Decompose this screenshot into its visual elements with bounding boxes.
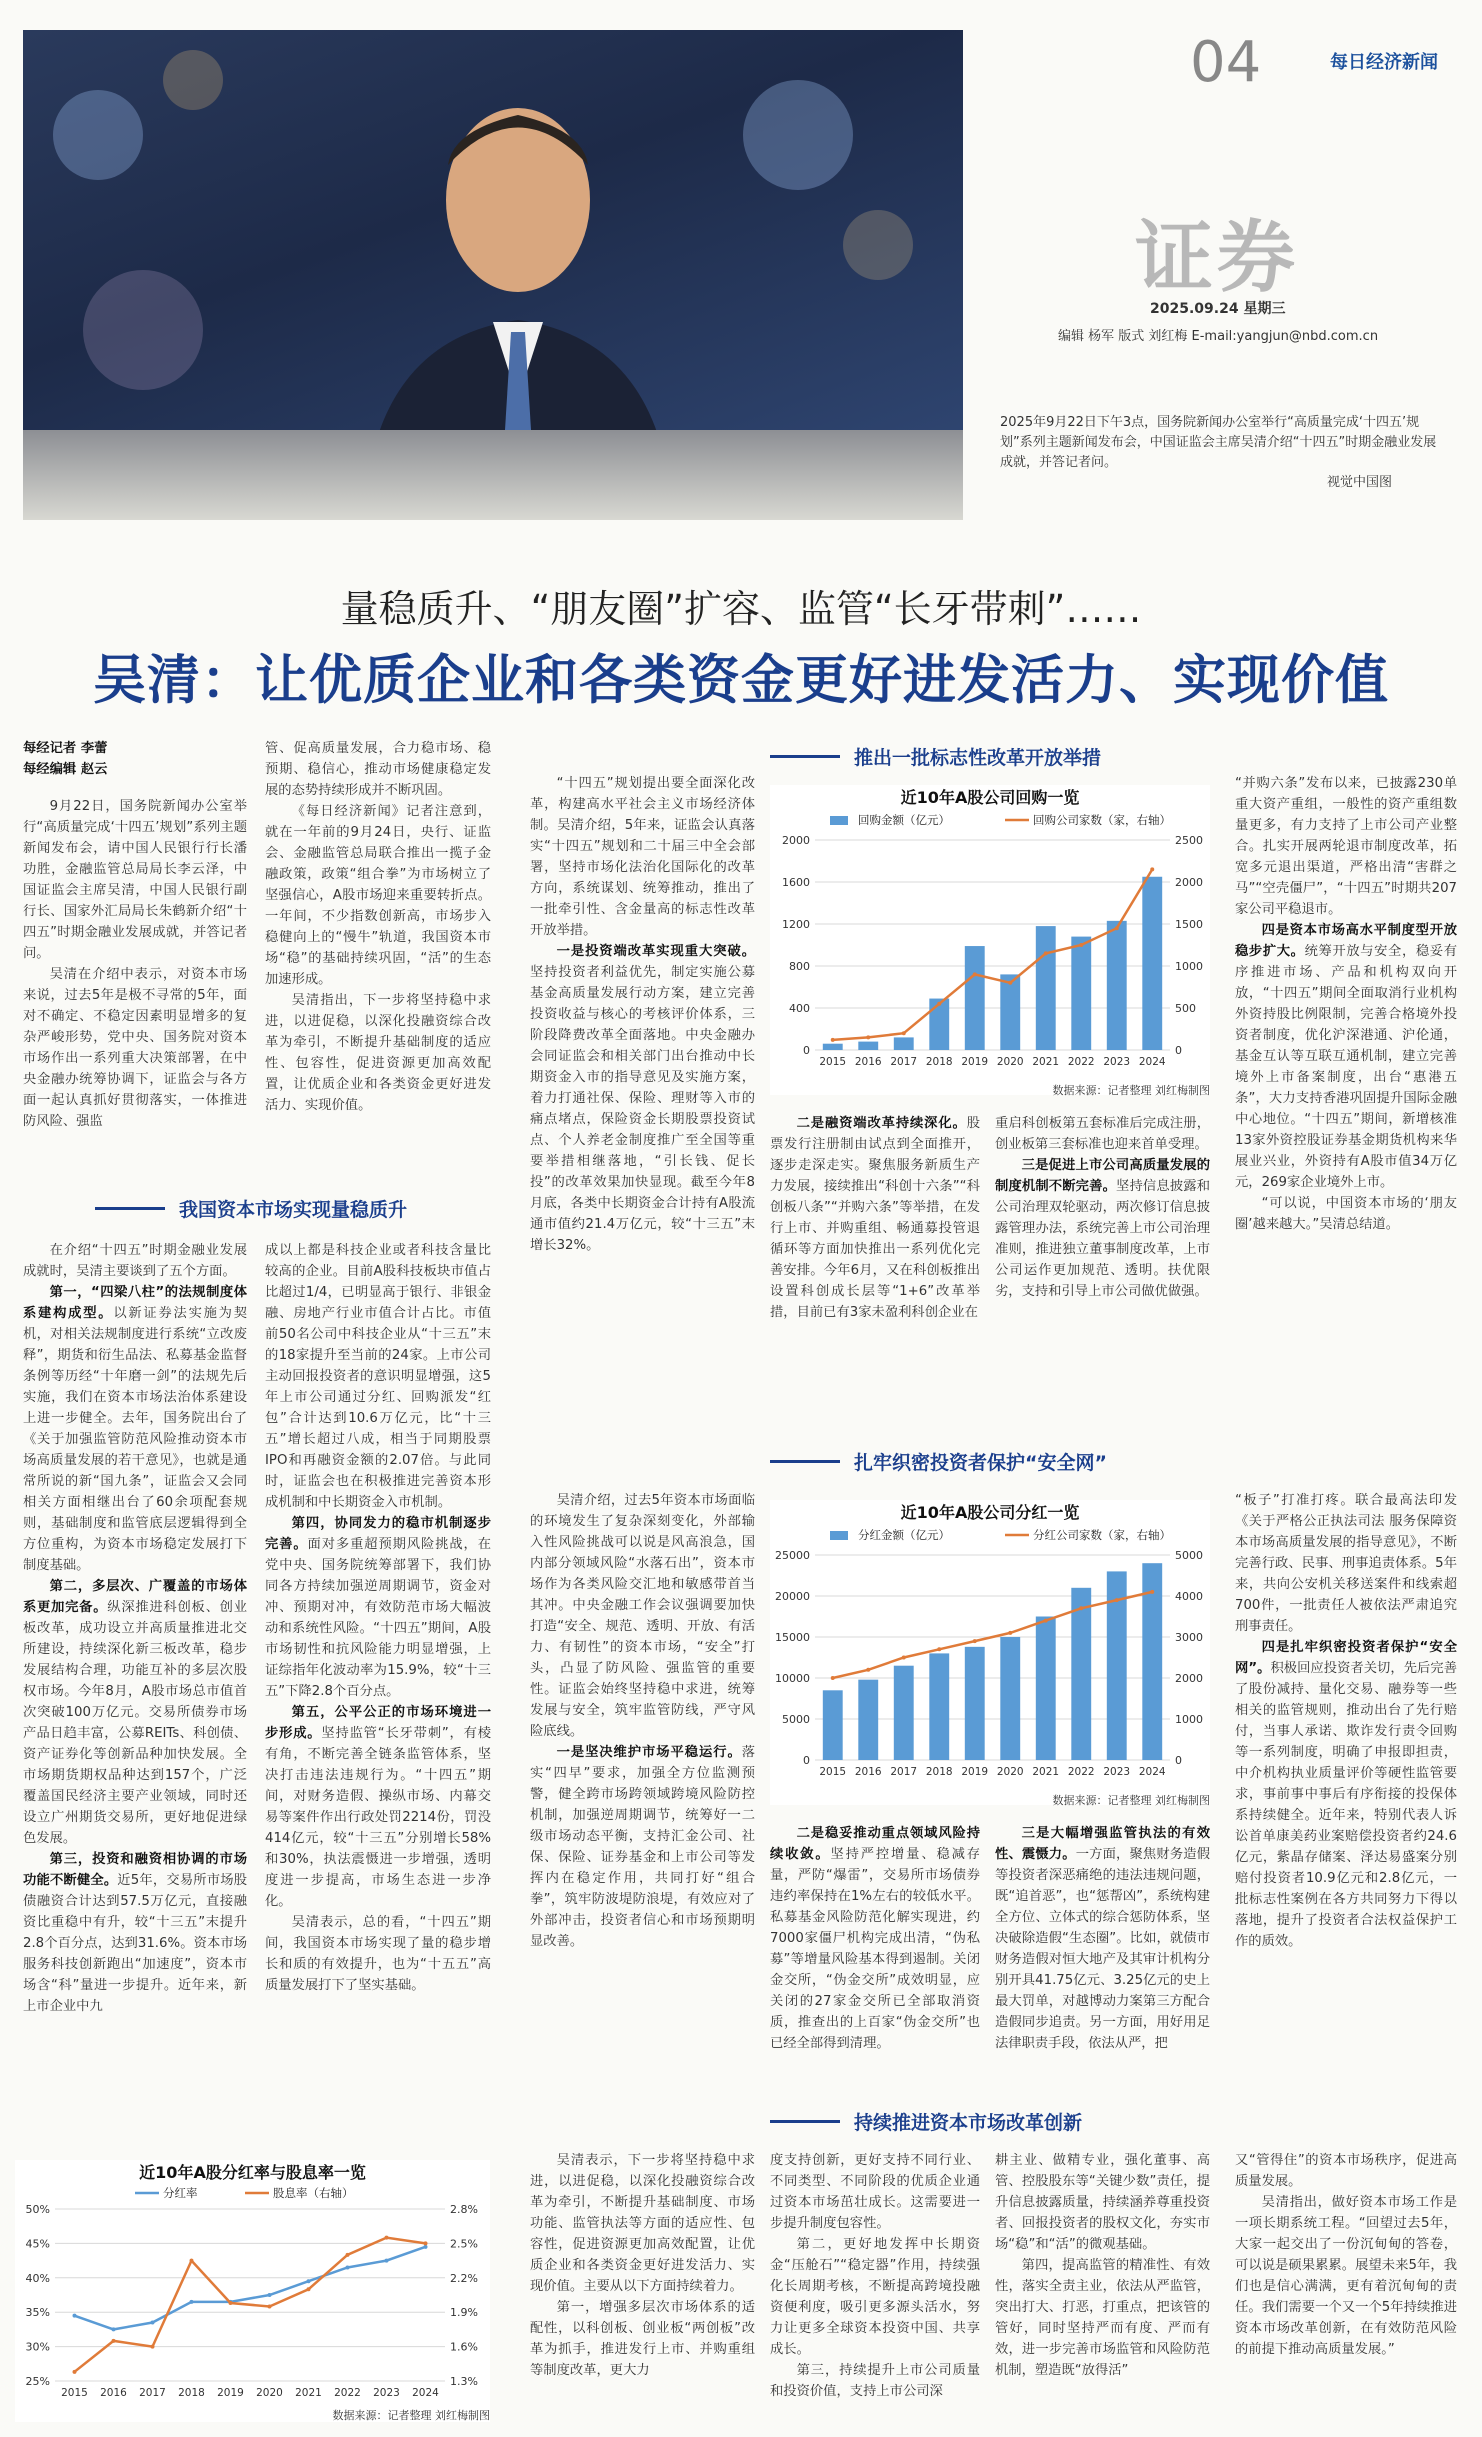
paragraph-lead: 第三，投资和融资相协调的市场功能不断健全。 [23, 1852, 247, 1888]
data-point [1150, 1590, 1154, 1594]
paragraph-body: 坚持监管“长牙带刺”，有棱有角，不断完善全链条监管体系，坚决打击违法违规行为。“十四五”期间，对财务造假、操纵市场、内幕交易等案件作出行政处罚2214份，罚没414亿元，较“十三五”分别增长58%和30%，执法震慑进一步增强，透明度进一步提高，市场生态进一步净化。 [265, 1726, 491, 1909]
byline-reporter: 每经记者 李蕾 [23, 741, 108, 756]
paragraph [265, 1702, 491, 1912]
y-left-tick-label: 800 [789, 960, 810, 973]
x-tick-label: 2017 [890, 1056, 918, 1068]
paragraph-body: 坚持投资者利益优先，制定实施公募基金高质量发展行动方案，建立完善投资收益与核心的考核评价体系，三阶段降费改革全面落地。中央金融办会同证监会和相关部门出台推动中长期资金入市的指导意见及实施方案，着力打通社保、保险、理财等入市的痛点堵点，保险资金长期股票投资试点、个人养老金制度推广至全国等重要举措相继落地，“引长钱、促长投”的改革效果加快显现。截至今年8月底，各类中长期资金合计持有A股流通市值约21.4万亿元，较“十三五”末增长32%。 [530, 965, 755, 1253]
y-right-tick-label: 2.2% [450, 2271, 478, 2285]
data-point [866, 1668, 870, 1672]
paragraph-lead: 一是投资端改革实现重大突破。 [556, 944, 755, 959]
y-right-tick-label: 0 [1175, 1044, 1182, 1057]
paragraph [530, 1742, 755, 1952]
x-tick-label: 2016 [854, 1766, 882, 1778]
x-tick-label: 2024 [1138, 1766, 1166, 1778]
paragraph: 成以上都是科技企业或者科技含量比较高的企业。目前A股科技板块市值占比超过1/4，已明显高于银行、非银金融、房地产行业市值合计占比。市值前50名公司中科技企业从“十三五”末的18家提升至当前的24家。上市公司主动回报投资者的意识明显增强，这5年上市公司通过分红、回购派发“红包”合计达到10.6万亿元，比“十三五”增长超过八成，相当于同期股票IPO和再融资金额的2.07倍。与此同时，证监会也在积极推进完善资本形成机制和中长期资金入市机制。 [265, 1243, 491, 1510]
editor-credits: 编辑 杨军 版式 刘红梅 E-mail:yangjun@nbd.com.cn [1058, 329, 1379, 344]
data-point [1008, 1631, 1012, 1635]
bar [823, 1690, 843, 1760]
y-left-tick-label: 15000 [775, 1631, 810, 1644]
y-right-tick-label: 1000 [1175, 1713, 1203, 1726]
y-left-tick-label: 50% [25, 2203, 50, 2216]
column-10-bottom [1235, 2150, 1457, 2420]
x-tick-label: 2016 [854, 1056, 882, 1068]
x-tick-label: 2021 [1032, 1056, 1060, 1068]
data-point [937, 1647, 941, 1651]
x-tick-label: 2024 [1138, 1056, 1166, 1068]
photo-source: 视觉中国图 [1326, 475, 1392, 490]
data-point [346, 2265, 350, 2269]
bar [1142, 877, 1162, 1050]
paragraph [770, 1113, 980, 1323]
bar [894, 1666, 914, 1760]
legend-label: 回购公司家数（家，右轴） [1033, 813, 1171, 827]
data-point [1115, 1598, 1119, 1602]
y-left-tick-label: 25% [25, 2375, 50, 2388]
page-number: 04 [1190, 30, 1262, 95]
y-left-tick-label: 0 [803, 1754, 810, 1767]
bar [1000, 974, 1020, 1050]
y-right-tick-label: 1.3% [450, 2375, 478, 2388]
y-left-tick-label: 0 [803, 1044, 810, 1057]
x-tick-label: 2021 [1032, 1766, 1060, 1778]
data-point [307, 2287, 311, 2291]
x-tick-label: 2015 [61, 2387, 88, 2399]
paragraph: 吴清表示，下一步将坚持稳中求进，以进促稳，以深化投融资综合改革为牵引，不断提升基础制度、市场功能、监管执法等方面的适应性、包容性，促进资源更加高效配置，让优质企业和各类资金更好进发活力、实现价值。主要从以下方面持续着力。 [530, 2153, 755, 2294]
paragraph [23, 1849, 247, 2017]
x-tick-label: 2021 [295, 2387, 322, 2399]
column-8-bottom [770, 2150, 980, 2420]
section-heading-3 [770, 1448, 1107, 1475]
y-left-tick-label: 20000 [775, 1590, 810, 1603]
paragraph [265, 1513, 491, 1702]
data-point [973, 1639, 977, 1643]
section-heading-2 [770, 743, 1101, 770]
paragraph: 在介绍“十四五”时期金融业发展成就时，吴清主要谈到了五个方面。 [23, 1243, 247, 1279]
y-left-tick-label: 400 [789, 1002, 810, 1015]
section-title: 证券 [1135, 213, 1300, 303]
heading-text: 持续推进资本市场改革创新 [854, 2112, 1083, 2134]
column-5-mid [995, 1823, 1210, 2093]
y-left-tick-label: 35% [25, 2306, 50, 2320]
data-point [902, 1031, 906, 1035]
data-point [866, 1035, 870, 1039]
chart-source: 数据来源：记者整理 刘红梅制图 [1052, 1084, 1210, 1097]
y-right-tick-label: 1000 [1175, 960, 1203, 973]
data-point [1044, 951, 1048, 955]
x-tick-label: 2019 [961, 1056, 989, 1068]
heading-text: 我国资本市场实现量稳质升 [179, 1199, 408, 1221]
heading-rule [770, 1460, 840, 1463]
data-point [268, 2293, 272, 2297]
data-point [73, 2370, 77, 2374]
article-headline: 吴清：让优质企业和各类资金更好进发活力、实现价值 [93, 650, 1389, 711]
paragraph-body: 面对多重超预期风险挑战，在党中央、国务院统筹部署下，我们协同各方持续加强逆周期调节，资金对冲、预期对冲，有效防范市场大幅波动和系统性风险。“十四五”期间，A股市场韧性和抗风险能力明显增强，上证综指年化波动率为15.9%，较“十三五”下降2.8个百分点。 [265, 1537, 491, 1699]
data-point [112, 2327, 116, 2331]
bar [894, 1037, 914, 1050]
data-point [973, 972, 977, 976]
paragraph [530, 941, 755, 1256]
paragraph-body: 股票发行注册制由试点到全面推开，逐步走深走实。聚焦服务新质生产力发展，接续推出“科创十六条”“科创板八条”“并购六条”等举措，在发行上市、并购重组、畅通募投管退循环等方面加快推出一系列优化完善安排。今年6月，又在科创板推出设置科创成长层等“1+6”改革举措，目前已有3家未盈利科创企业在 [770, 1116, 980, 1320]
data-point [1079, 943, 1083, 947]
data-point [831, 1038, 835, 1042]
y-right-tick-label: 4000 [1175, 1590, 1203, 1603]
bar [823, 1044, 843, 1050]
paragraph [995, 1823, 1210, 2054]
x-tick-label: 2023 [1103, 1766, 1131, 1778]
column-3-top [530, 773, 755, 1433]
chart-title: 近10年A股公司分红一览 [900, 1503, 1080, 1522]
data-point [112, 2339, 116, 2343]
column-7-bottom [530, 2150, 755, 2420]
paragraph: 又“管得住”的资本市场秩序，促进高质量发展。 [1235, 2153, 1457, 2189]
y-left-tick-label: 10000 [775, 1672, 810, 1685]
chart-source: 数据来源：记者整理 刘红梅制图 [1052, 1794, 1210, 1807]
x-tick-label: 2017 [890, 1766, 918, 1778]
paragraph: “并购六条”发布以来，已披露230单重大资产重组，一般性的资产重组数量更多，有力支持了上市公司产业整合。扎实开展两轮退市制度改革，拓宽多元退出渠道，严格出清“害群之马”“空壳僵尸”，“十四五”时期共207家公司平稳退市。 [1235, 776, 1457, 917]
y-left-tick-label: 30% [25, 2340, 50, 2354]
column-6-top [1235, 773, 1457, 1433]
series-line [75, 2238, 426, 2372]
paragraph: 9月22日，国务院新闻办公室举行“高质量完成‘十四五’规划”系列主题新闻发布会，请中国人民银行行长潘功胜，金融监管总局局长李云泽，中国证监会主席吴清，中国人民银行副行长、国家外汇局局长朱鹤新介绍“十四五”时期金融业发展成就，并答记者问。 [23, 799, 247, 961]
paragraph-body: 一方面，聚焦财务造假等投资者深恶痛绝的违法违规问题，既“追首恶”，也“惩帮凶”，系统构建全方位、立体式的综合惩防体系，坚决破除造假“生态圈”。比如，就债市财务造假对恒大地产及其审计机构分别开具41.75亿元、3.25亿元的史上最大罚单，对越博动力案第三方配合造假同步追责。另一方面，用好用足法律职责手段，依法从严，把 [995, 1847, 1210, 2051]
paragraph-lead: 第一，“四梁八柱”的法规制度体系建构成型。 [23, 1285, 247, 1321]
section-heading-4 [770, 2108, 1082, 2135]
bar [1071, 937, 1091, 1050]
data-point [151, 2321, 155, 2325]
paragraph [995, 1155, 1210, 1302]
chart-source: 数据来源：记者整理 刘红梅制图 [332, 2409, 490, 2422]
bar [929, 999, 949, 1050]
bar [1107, 921, 1127, 1050]
chart-dividend [770, 1500, 1210, 1805]
x-tick-label: 2020 [996, 1056, 1024, 1068]
legend-label: 股息率（右轴） [273, 2186, 354, 2200]
series-line [75, 2247, 426, 2330]
y-right-tick-label: 1500 [1175, 918, 1203, 931]
y-right-tick-label: 2000 [1175, 1672, 1203, 1685]
y-right-tick-label: 2.5% [450, 2237, 478, 2251]
paragraph-body: 以新证券法实施为契机，对相关法规制度进行系统“立改废释”，期货和衍生品法、私募基金监督条例等历经“十年磨一剑”的法规先后实施，我们在资本市场法治体系建设上进一步健全。去年，国务院出台了《关于加强监管防范风险推动资本市场高质量发展的若干意见》，也就是通常所说的新“国九条”，证监会又会同相关方面相继出台了60余项配套规则，基础制度和监管底层逻辑得到全方位重构，为资本市场稳定发展打下制度基础。 [23, 1306, 247, 1573]
paragraph-body: 积极回应投资者关切，先后完善了股份减持、量化交易、融券等一些相关的监管规则，推动出台了先行赔付，当事人承诺、欺诈发行责令回购等一系列制度，明确了申报即担责，中介机构执业质量评价等硬性监管要求，事前事中事后有序衔接的投保体系持续健全。近年来，特别代表人诉讼首单康美药业案赔偿投资者约24.6亿元，紫晶存储案、泽达易盛案分别赔付投资者10.9亿元和2.8亿元，一批标志性案例在各方共同努力下得以落地，提升了投资者合法权益保护工作的质效。 [1235, 1661, 1457, 1949]
data-point [190, 2259, 194, 2263]
chart-buyback [770, 785, 1210, 1095]
paragraph-body: 纵深推进科创板、创业板改革，成功设立并高质量推进北交所建设，持续深化新三板改革，稳步发展结构合理，功能互补的多层次股权市场。今年8月，A股市场总市值首次突破100万亿元。交易所债券市场产品日趋丰富，公募REITs、科创债、资产证券化等创新品种加快发展。全市场期货期权品种达到157个，广泛覆盖国民经济主要产业领域，同时还设立广州期货交易所，更好地促进绿色发展。 [23, 1600, 247, 1846]
data-point [307, 2279, 311, 2283]
legend-swatch-bar [830, 1531, 848, 1540]
column-2-top [265, 738, 491, 1178]
paragraph: “十四五”规划提出要全面深化改革，构建高水平社会主义市场经济体制。吴清介绍，5年来，证监会认真落实“十四五”规划和二十届三中全会部署，坚持市场化法治化国际化的改革方向，系统谋划、统筹推动，推出了一批牵引性、含金量高的标志性改革开放举措。 [530, 776, 755, 938]
chart-buyback-plot [770, 808, 1210, 1078]
data-point [424, 2241, 428, 2245]
photo-caption [1000, 413, 1440, 493]
article-subhead: 量稳质升、“朋友圈”扩容、监管“长牙带刺”…… [340, 587, 1142, 631]
x-tick-label: 2022 [1067, 1766, 1095, 1778]
paragraph: 《每日经济新闻》记者注意到，就在一年前的9月24日，央行、证监会、金融监管总局联合推出一揽子金融政策，政策“组合拳”为市场树立了坚强信心，A股市场迎来重要转折点。一年间，不少指数创新高，市场步入稳健向上的“慢牛”轨道，我国资本市场“稳”的基础持续巩固，“活”的生态加速形成。 [265, 804, 491, 987]
legend-label: 分红公司家数（家，右轴） [1033, 1528, 1171, 1542]
paragraph-body: 统筹开放与安全，稳妥有序推进市场、产品和机构双向开放，“十四五”期间全面取消行业机构外资持股比例限制，完善合格境外投资者制度，优化沪深港通、沪伦通，基金互认等互联互通机制，建立完善境外上市备案制度，出台“惠港五条”，大力支持香港巩固提升国际金融中心地位。“十四五”期间，新增核准13家外资控股证券基金期货机构来华展业兴业，外资持有A股市值34万亿元，269家企业境外上市。 [1235, 944, 1457, 1190]
x-tick-label: 2022 [334, 2387, 361, 2399]
column-4-top [770, 1113, 980, 1433]
paragraph-lead: 二是稳妥推动重点领域风险持续收敛。 [770, 1826, 980, 1862]
bar [929, 1653, 949, 1760]
section-heading-1 [95, 1195, 407, 1222]
bar [965, 946, 985, 1050]
data-point [346, 2253, 350, 2257]
y-left-tick-label: 2000 [782, 834, 810, 847]
y-left-tick-label: 1600 [782, 876, 810, 889]
paragraph: 度支持创新，更好支持不同行业、不同类型、不同阶段的优质企业通过资本市场茁壮成长。这需要进一步提升制度包容性。 [770, 2153, 980, 2231]
paragraph-lead: 第四，协同发力的稳市机制逐步完善。 [265, 1516, 491, 1552]
byline-editor: 每经编辑 赵云 [23, 762, 108, 777]
y-right-tick-label: 3000 [1175, 1631, 1203, 1644]
heading-rule [770, 2120, 840, 2123]
paragraph-body: 坚持严控增量、稳减存量，严防“爆雷”，交易所市场债券违约率保持在1%左右的较低水平。私募基金风险防范化解实现进，约7000家僵尸机构完成出清，“伪私募”等增量风险基本得到遏制。关闭金交所，“伪金交所”成效明显，应关闭的27家金交所已全部取消资质，推查出的上百家“伪金交所”也已经全部得到清理。 [770, 1847, 980, 2051]
press-conference-photo [23, 30, 963, 520]
chart-title: 近10年A股公司回购一览 [900, 788, 1080, 807]
bar [858, 1680, 878, 1760]
paragraph: 第三，持续提升上市公司质量和投资价值，支持上市公司深 [770, 2363, 980, 2399]
column-5-top [995, 1113, 1210, 1433]
y-right-tick-label: 1.9% [450, 2306, 478, 2320]
bar [1036, 1617, 1056, 1761]
x-tick-label: 2019 [217, 2387, 244, 2399]
data-point [1150, 867, 1154, 871]
paragraph-lead: 四是资本市场高水平制度型开放稳步扩大。 [1235, 923, 1457, 959]
x-tick-label: 2015 [819, 1766, 847, 1778]
y-left-tick-label: 25000 [775, 1549, 810, 1562]
y-left-tick-label: 5000 [782, 1713, 810, 1726]
issue-date: 2025.09.24 星期三 [1150, 301, 1286, 317]
column-4-mid [770, 1823, 980, 2093]
data-point [385, 2259, 389, 2263]
x-tick-label: 2024 [412, 2387, 439, 2399]
paragraph: 吴清指出，下一步将坚持稳中求进，以进促稳，以深化投融资综合改革为牵引，不断提升基础制度的适应性、包容性，促进资源更加高效配置，让优质企业和各类资金更好进发活力、实现价值。 [265, 993, 491, 1113]
data-point [1008, 981, 1012, 985]
heading-rule [95, 1207, 165, 1210]
legend-label: 分红金额（亿元） [858, 1528, 950, 1542]
paragraph: 管、促高质量发展，合力稳市场、稳预期、稳信心，推动市场健康稳定发展的态势持续形成并不断巩固。 [265, 741, 491, 798]
y-right-tick-label: 2500 [1175, 834, 1203, 847]
column-9-bottom [995, 2150, 1210, 2420]
bar [965, 1647, 985, 1760]
bar [1000, 1637, 1020, 1760]
chart-dividend-ratio [15, 2160, 490, 2422]
chart-dividend-ratio-plot [15, 2183, 490, 2403]
paragraph: “板子”打准打疼。联合最高法印发《关于严格公正执法司法 服务保障资本市场高质量发展的指导意见》，不断完善行政、民事、刑事追责体系。5年来，共向公安机关移送案件和线索超700件，一批责任人被依法严肃追究刑事责任。 [1235, 1493, 1457, 1634]
column-2-mid [265, 1240, 491, 2155]
data-point [937, 1002, 941, 1006]
paragraph: 第二，更好地发挥中长期资金“压舱石”“稳定器”作用，持续强化长周期考核，不断提高跨境投融资便利度，吸引更多源头活水，努力让更多全球资本投资中国、共享成长。 [770, 2237, 980, 2357]
paragraph [1235, 920, 1457, 1193]
paragraph [23, 1576, 247, 1849]
heading-text: 扎牢织密投资者保护“安全网” [854, 1452, 1107, 1474]
x-tick-label: 2018 [178, 2387, 205, 2399]
paragraph-lead: 第五，公平公正的市场环境进一步形成。 [265, 1705, 491, 1741]
data-point [902, 1656, 906, 1660]
chart-title: 近10年A股分红率与股息率一览 [139, 2163, 366, 2182]
data-point [268, 2304, 272, 2308]
paragraph-lead: 一是坚决维护市场平稳运行。 [556, 1745, 742, 1760]
column-1-top [23, 738, 247, 1178]
paragraph: 吴清指出，做好资本市场工作是一项长期系统工程。“回望过去5年，大家一起交出了一份沉甸甸的答卷，可以说是硕果累累。展望未来5年，我们也是信心满满，更有着沉甸甸的责任。我们需要一个又一个5年持续推进资本市场改革创新，在有效防范风险的前提下推动高质量发展。” [1235, 2195, 1457, 2357]
paragraph: 重启科创板第五套标准后完成注册，创业板第三套标准也迎来首单受理。 [995, 1116, 1210, 1152]
x-tick-label: 2015 [819, 1056, 847, 1068]
y-right-tick-label: 5000 [1175, 1549, 1203, 1562]
paragraph-lead: 二是融资端改革持续深化。 [796, 1116, 967, 1131]
y-right-tick-label: 1.6% [450, 2340, 478, 2354]
paragraph: 吴清在介绍中表示，对资本市场来说，过去5年是极不寻常的5年，面对不确定、不稳定因素明显增多的复杂严峻形势，党中央、国务院对资本市场作出一系列重大决策部署，在中央金融办统筹协调下，证监会与各方面一起认真抓好贯彻落实，一体推进防风险、强监 [23, 967, 247, 1129]
data-point [831, 1676, 835, 1680]
y-left-tick-label: 1200 [782, 918, 810, 931]
chart-dividend-plot [770, 1523, 1210, 1788]
series-line [833, 1592, 1153, 1678]
caption-text: 2025年9月22日下午3点，国务院新闻办公室举行“高质量完成‘十四五’规划”系列主题新闻发布会，中国证监会主席吴清介绍“十四五”时期金融业发展成就，并答记者问。 [1000, 415, 1437, 470]
paragraph [1235, 1637, 1457, 1952]
data-point [190, 2300, 194, 2304]
legend-label: 回购金额（亿元） [858, 813, 950, 827]
x-tick-label: 2018 [925, 1766, 953, 1778]
x-tick-label: 2019 [961, 1766, 989, 1778]
x-tick-label: 2018 [925, 1056, 953, 1068]
column-3-mid [530, 1490, 755, 2090]
paragraph: 吴清介绍，过去5年资本市场面临的环境发生了复杂深刻变化，外部输入性风险挑战可以说是风高浪急，国内部分领域风险“水落石出”，资本市场作为各类风险交汇地和敏感带首当其冲。中央金融工作会议强调要加快打造“安全、规范、透明、开放、有活力、有韧性”的资本市场，“安全”打头，凸显了防风险、强监管的重要性。证监会始终坚持稳中求进，统筹发展与安全，筑牢监管防线，严守风险底线。 [530, 1493, 755, 1739]
legend-label: 分红率 [163, 2186, 198, 2200]
paragraph-lead: 第二，多层次、广覆盖的市场体系更加完备。 [23, 1579, 247, 1615]
paragraph: 第一，增强多层次市场体系的适配性，以科创板、创业板“两创板”改革为抓手，推进发行上市、并购重组等制度改革，更大力 [530, 2300, 755, 2378]
x-tick-label: 2017 [139, 2387, 166, 2399]
x-tick-label: 2022 [1067, 1056, 1095, 1068]
x-tick-label: 2020 [996, 1766, 1024, 1778]
series-line [833, 869, 1153, 1040]
paragraph-lead: 三是大幅增强监管执法的有效性、震慑力。 [995, 1826, 1210, 1862]
heading-text: 推出一批标志性改革开放举措 [854, 747, 1102, 769]
bar [858, 1042, 878, 1050]
x-tick-label: 2016 [100, 2387, 127, 2399]
paragraph: 吴清表示，总的看，“十四五”期间，我国资本市场实现了量的稳步增长和质的有效提升，也为“十五五”高质量发展打下了坚实基础。 [265, 1915, 491, 1993]
paragraph: 耕主业、做精专业，强化董事、高管、控股股东等“关键少数”责任，提升信息披露质量，持续涵养尊重投资者、回报投资者的股权文化，夯实市场“稳”和“活”的微观基础。 [995, 2153, 1210, 2252]
y-left-tick-label: 45% [25, 2237, 50, 2251]
paragraph-body: 近5年，交易所市场股债融资合计达到57.5万亿元，直接融资比重稳中有升，较“十三五”末提升2.8个百分点，达到31.6%。资本市场服务科技创新跑出“加速度”，资本市场含“科”量进一步提升。近年来，新上市企业中九 [23, 1873, 247, 2014]
paragraph-lead: 三是促进上市公司高质量发展的制度机制不断完善。 [995, 1158, 1210, 1194]
paragraph: 第四，提高监管的精准性、有效性，落实全责主业，依法从严监管，突出打大、打恶，打重点，把该管的管好，同时坚持严而有度、严而有效，进一步完善市场监管和风险防范机制，塑造既“放得活” [995, 2258, 1210, 2378]
data-point [1115, 926, 1119, 930]
y-right-tick-label: 500 [1175, 1002, 1196, 1015]
y-right-tick-label: 2000 [1175, 876, 1203, 889]
data-point [151, 2345, 155, 2349]
masthead: 每日经济新闻 [1330, 52, 1438, 73]
column-1-mid [23, 1240, 247, 2155]
data-point [73, 2314, 77, 2318]
legend-swatch-bar [830, 816, 848, 825]
y-right-tick-label: 2.8% [450, 2203, 478, 2216]
data-point [385, 2236, 389, 2240]
data-point [1044, 1619, 1048, 1623]
data-point [229, 2301, 233, 2305]
bar [1036, 926, 1056, 1050]
paragraph-body: 落实“四早”要求，加强全方位监测预警，健全跨市场跨领域跨境风险防控机制，加强逆周期调节，统筹好一二级市场动态平衡，支持汇金公司、社保、保险、证券基金和上市公司等发挥内在稳定作用，共同打好“组合拳”，筑牢防波堤防浪堤，有效应对了外部冲击，投资者信心和市场预期明显改善。 [530, 1745, 755, 1949]
paragraph-lead: 四是扎牢织密投资者保护“安全网”。 [1235, 1640, 1457, 1676]
bar [1071, 1588, 1091, 1760]
y-right-tick-label: 0 [1175, 1754, 1182, 1767]
paragraph [23, 1282, 247, 1576]
data-point [424, 2245, 428, 2249]
column-6-mid [1235, 1490, 1457, 2090]
y-left-tick-label: 40% [25, 2271, 50, 2285]
paragraph-body: 坚持信息披露和公司治理双轮驱动，两次修订信息披露管理办法，系统完善上市公司治理准则，推进独立董事制度改革，上市公司运作更加规范、透明。扶优限劣，支持和引导上市公司做优做强。 [995, 1179, 1210, 1299]
heading-rule [770, 755, 840, 758]
data-point [1079, 1606, 1083, 1610]
x-tick-label: 2023 [1103, 1056, 1131, 1068]
paragraph: “可以说，中国资本市场的‘朋友圈’越来越大。”吴清总结道。 [1235, 1196, 1457, 1232]
x-tick-label: 2020 [256, 2387, 283, 2399]
x-tick-label: 2023 [373, 2387, 400, 2399]
paragraph [770, 1823, 980, 2054]
